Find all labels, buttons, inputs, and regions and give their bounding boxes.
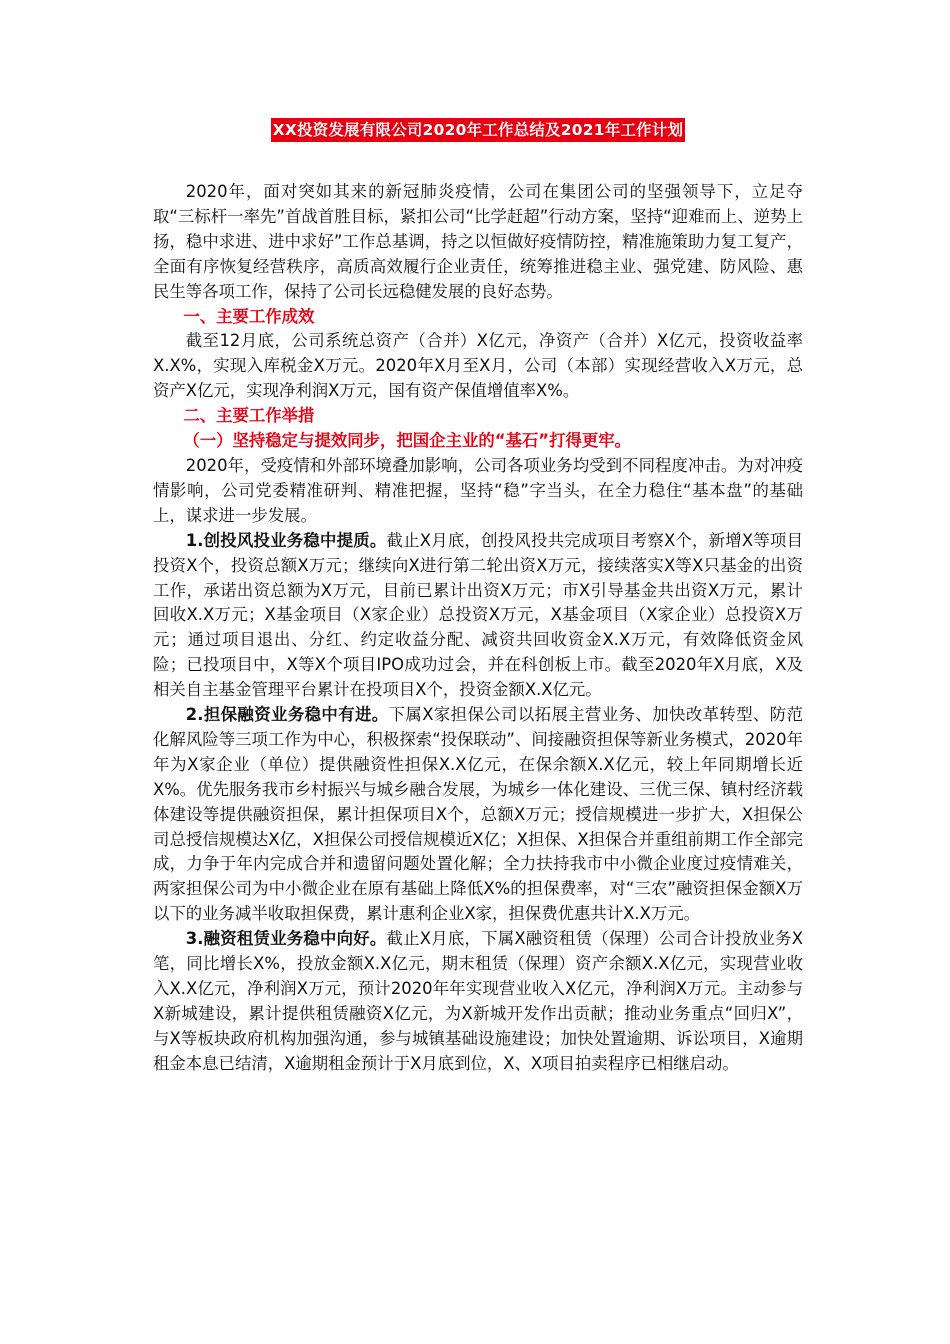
financial-leasing-lead: 3.融资租赁业务稳中向好。 — [185, 929, 387, 949]
section-heading-measures: 二、主要工作举措 — [183, 406, 315, 426]
subsection-heading-stability: （一）坚持稳定与提效同步，把国企主业的“基石”打得更牢。 — [183, 431, 632, 451]
document-title: XX投资发展有限公司2020年工作总结及2021年工作计划 — [271, 118, 686, 142]
guarantee-financing-lead: 2.担保融资业务稳中有进。 — [185, 705, 389, 725]
venture-investment-text: 截止X月底，创投风投共完成项目考察X个，新增X等项目投资X个，投资总额X万元；继续向X进行第二轮出资X万元，接续落实X等X只基金的出资工作，承诺出资总额为X万元，目前已累计出资X万元；市X引导基金共出资X万元，累计回收X.X万元；X基金项目（X家企业）总投资X万元，X基金项目（X家企业）总投资X万元；通过项目退出、分红、约定收益分配、减资共回收资金X.X万元，有效降低资金风险；已投项目中，X等X个项目IPO成功过会，并在科创板上市。截至2020年X月底，X及相关自主基金管理平台累计在投项目X个，投资金额X.X亿元。 — [153, 530, 803, 700]
section-heading-achievements: 一、主要工作成效 — [183, 306, 315, 326]
intro-paragraph: 2020年，面对突如其来的新冠肺炎疫情，公司在集团公司的坚强领导下，立足夺取“三标杆一率先”首战首胜目标，紧扣公司“比学赶超”行动方案，坚持“迎难而上、逆势上扬，稳中求进、进中求好”工作总基调，持之以恒做好疫情防控，精准施策助力复工复产，全面有序恢复经营秩序，高质高效履行企业责任，统筹推进稳主业、强党建、防风险、惠民生等各项工作，保持了公司长远稳健发展的良好态势。 — [153, 182, 803, 301]
guarantee-financing-paragraph — [153, 703, 803, 927]
venture-investment-paragraph — [153, 529, 803, 703]
financial-leasing-paragraph — [153, 927, 803, 1076]
stability-paragraph: 2020年，受疫情和外部环境叠加影响，公司各项业务均受到不同程度冲击。为对冲疫情影响，公司党委精准研判、精准把握，坚持“稳”字当头，在全力稳住“基本盘”的基础上，谋求进一步发展。 — [153, 455, 803, 525]
guarantee-financing-text: 下属X家担保公司以拓展主营业务、加快改革转型、防范化解风险等三项工作为中心，积极探索“投保联动”、间接融资担保等新业务模式，2020年年为X家企业（单位）提供融资性担保X.X亿元，在保余额X.X亿元，较上年同期增长近X%。优先服务我市乡村振兴与城乡融合发展，为城乡一体化建设、三优三保、镇村经济载体建设等提供融资担保，累计担保项目X个，总额X万元；授信规模进一步扩大，X担保公司总授信规模达X亿，X担保公司授信规模近X亿；X担保、X担保合并重组前期工作全部完成，力争于年内完成合并和遗留问题处置化解；全力扶持我市中小微企业度过疫情难关，两家担保公司为中小微企业在原有基础上降低X%的担保费率，对“三农”融资担保金额X万以下的业务减半收取担保费，累计惠利企业X家，担保费优惠共计X.X万元。 — [153, 705, 803, 924]
document-page — [153, 118, 803, 1077]
venture-investment-lead: 1.创投风投业务稳中提质。 — [185, 530, 387, 550]
achievements-paragraph: 截至12月底，公司系统总资产（合并）X亿元，净资产（合并）X亿元，投资收益率X.X%，实现入库税金X万元。2020年X月至X月，公司（本部）实现经营收入X万元，总资产X亿元，实现净利润X万元，国有资产保值增值率X%。 — [153, 331, 803, 401]
financial-leasing-text: 截止X月底，下属X融资租赁（保理）公司合计投放业务X笔，同比增长X%，投放金额X.X亿元，期末租赁（保理）资产余额X.X亿元，实现营业收入X.X亿元，净利润X万元，预计2020年年实现营业收入X亿元，净利润X万元。主动参与X新城建设，累计提供租赁融资X亿元，为X新城开发作出贡献；推动业务重点“回归X”，与X等板块政府机构加强沟通，参与城镇基础设施建设；加快处置逾期、诉讼项目，X逾期租金本息已结清，X逾期租金预计于X月底到位，X、X项目拍卖程序已相继启动。 — [153, 929, 803, 1073]
title-row — [153, 118, 803, 154]
